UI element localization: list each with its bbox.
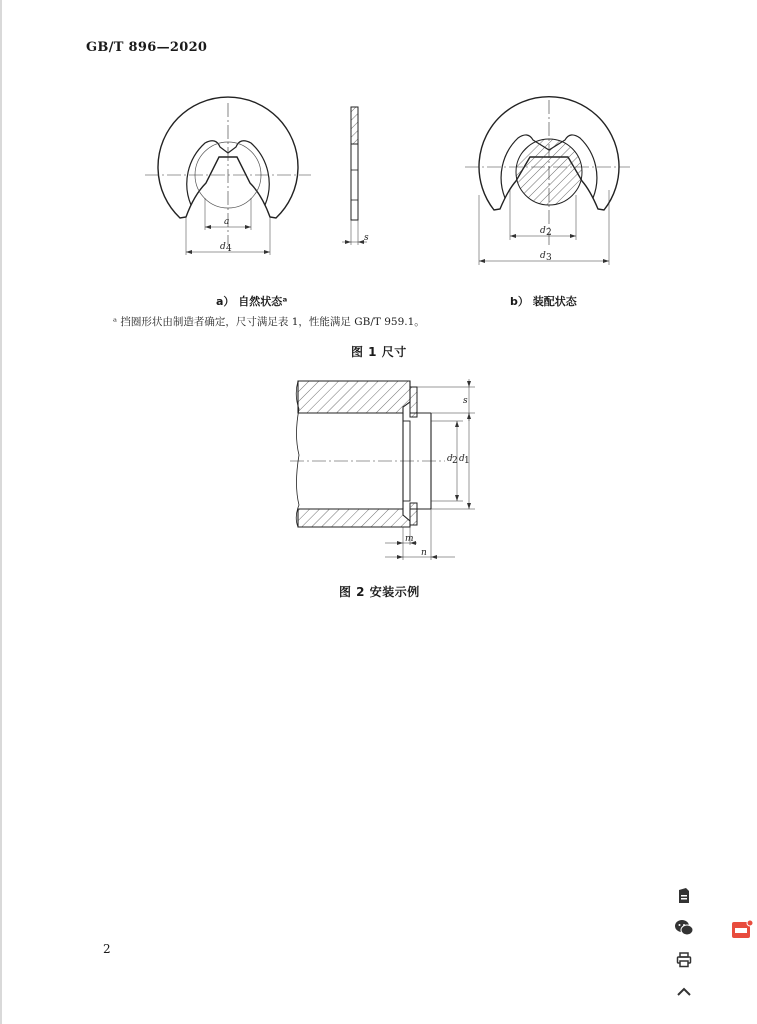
figure-1-footnote: ᵃ 挡圈形状由制造者确定，尺寸满足表 1，性能满足 GB/T 959.1。 (113, 316, 425, 328)
label-s: s (463, 396, 468, 406)
label-d1: d (459, 454, 465, 464)
print-icon[interactable] (672, 948, 696, 972)
label-n: n (421, 548, 427, 558)
label-d2: d (447, 454, 453, 464)
standard-number: GB/T 896—2020 (86, 40, 208, 55)
label-d4: d (220, 242, 226, 252)
label-d1-sub: 1 (464, 456, 470, 466)
document-icon[interactable] (672, 884, 696, 908)
label-d4-sub: 4 (226, 244, 232, 254)
figure-1-title: 图 1 尺寸 (351, 345, 407, 359)
ring-side-view (342, 107, 367, 245)
label-s: s (364, 233, 369, 243)
label-d2-sub: 2 (452, 456, 458, 466)
figure-2-title: 图 2 安装示例 (339, 585, 420, 599)
label-d2-sub: 2 (546, 228, 552, 238)
label-d3-sub: 3 (546, 253, 552, 263)
figure-1-drawing (130, 95, 630, 275)
label-a: a (224, 217, 230, 227)
ring-assembled-state (465, 97, 630, 265)
wechat-icon[interactable] (672, 916, 696, 940)
page-left-edge (0, 0, 2, 1024)
figure-1a-caption: a） 自然状态ᵃ (216, 295, 288, 308)
label-m: m (405, 534, 414, 544)
pdf-icon[interactable] (731, 919, 753, 941)
label-d2: d (540, 226, 546, 236)
label-d3: d (540, 251, 546, 261)
ring-free-state (145, 97, 311, 255)
scroll-top-icon[interactable] (672, 980, 696, 1004)
page-number: 2 (103, 942, 111, 956)
figure-2-drawing (285, 375, 485, 575)
installation-section (290, 379, 475, 560)
figure-1b-caption: b） 装配状态 (510, 295, 577, 308)
